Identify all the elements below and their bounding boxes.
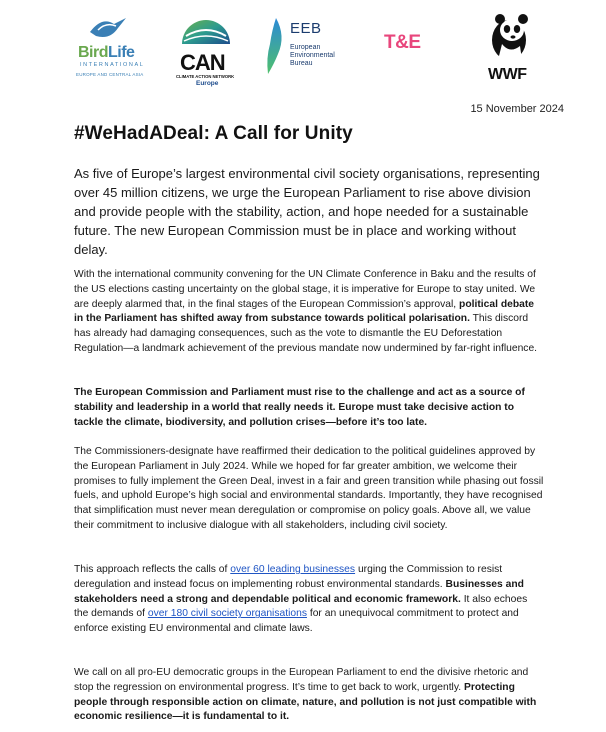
p4-text-e: for an unequivocal commitment to protect and enforce existing EU environmental and climate laws.	[74, 608, 519, 635]
birdlife-international: INTERNATIONAL	[80, 62, 145, 68]
birdlife-region: EUROPE AND CENTRAL ASIA	[76, 72, 144, 77]
eeb-line: European	[290, 44, 321, 51]
lead-paragraph: As five of Europe’s largest environmental civil society organisations, representing over 45 million citizens, we urge the European Parliament to rise above division and provide people with the stability, action, and hope needed for a sustainable future. The new European Commission must be in place and working without delay.	[74, 166, 540, 257]
p5-emphasis: Protecting people through responsible action on climate, nature, and pollution is not just compatible with economic resilience—it is fundamental to it.	[74, 681, 537, 723]
globe-icon	[178, 14, 234, 50]
document-date: 15 November 2024	[470, 103, 564, 115]
can-wordmark: CAN	[180, 50, 225, 75]
p5-text-a: We call on all pro-EU democratic groups in the European Parliament to end the divisive rhetoric and stop the regression on environmental progress. It’s time to get back to work, urgently.	[74, 667, 529, 693]
paragraph-businesses	[74, 563, 544, 637]
eeb-line: Bureau	[290, 60, 313, 67]
businesses-link[interactable]: over 60 leading businesses	[230, 564, 356, 575]
paragraph-closing	[74, 666, 544, 725]
paragraph-call-to-action: The European Commission and Parliament must rise to the challenge and act as a source of stability and leadership in a world that really needs it. Europe must take decisive action to tackle the climate, biodiversity, and pollution crises—before it’s too late.	[74, 387, 525, 428]
birdlife-wordmark: BirdLife	[78, 44, 135, 61]
p1-text-a: With the international community convening for the UN Climate Conference in Baku and the results of the US elections casting uncertainty on the global stage, it is imperative for Europe to stay united. We are deeply alarmed that, in the final stages of the European Commission’s approval,	[74, 269, 536, 310]
panda-icon	[486, 10, 532, 64]
bird-icon	[88, 12, 128, 42]
can-region: Europe	[196, 80, 219, 87]
te-wordmark: T&E	[384, 32, 421, 53]
p4-emphasis: Businesses and stakeholders need a strong and dependable political and economic framework.	[74, 578, 524, 605]
partner-logos	[0, 10, 606, 94]
p4-text-a: This approach reflects the calls of	[74, 564, 228, 575]
eeb-line: Environmental	[290, 52, 335, 59]
page-title: #WeHadADeal: A Call for Unity	[74, 123, 353, 144]
paragraph-commissioners: The Commissioners-designate have reaffirmed their dedication to the political guidelines approved by the European Parliament in July 2024. While we hoped for far greater ambition, we welcome their promises to fully implement the Green Deal, invest in a fair and green transition while phasing out fossil fuels, and uphold Europe’s high social and environmental standards. Importantly, they have recognised that simplification must never mean deregulation or compromise on policy goals. Above all, we value their commitment to inclusive dialogue with all stakeholders, including civil society.	[74, 446, 544, 531]
can-fullname: CLIMATE ACTION NETWORK	[176, 74, 235, 79]
p4-text-b: urging the Commission to resist deregulation and instead focus on implementing robust environmental standards.	[74, 564, 503, 590]
leaf-icon	[264, 18, 286, 74]
p4-text-d: It also echoes the demands of	[74, 593, 528, 620]
wwf-wordmark: WWF	[488, 66, 527, 83]
can-europe-logo	[176, 14, 240, 94]
eeb-fullname	[290, 44, 335, 68]
paragraph-context	[74, 268, 544, 357]
wwf-logo	[486, 10, 534, 90]
te-logo	[384, 32, 421, 54]
eeb-wordmark: EEB	[290, 20, 322, 37]
civil-society-link[interactable]: over 180 civil society organisations	[147, 608, 307, 620]
p1-text-c: This discord has already had damaging consequences, such as the vote to dismantle the EU Deforestation Regulation—a landmark achievement of the previous mandate now undermined by far-right influence.	[74, 313, 538, 354]
p1-emphasis: political debate in the Parliament has shifted away from substance towards political polarisation.	[74, 298, 535, 325]
eeb-logo	[264, 16, 354, 86]
birdlife-logo	[74, 12, 166, 82]
